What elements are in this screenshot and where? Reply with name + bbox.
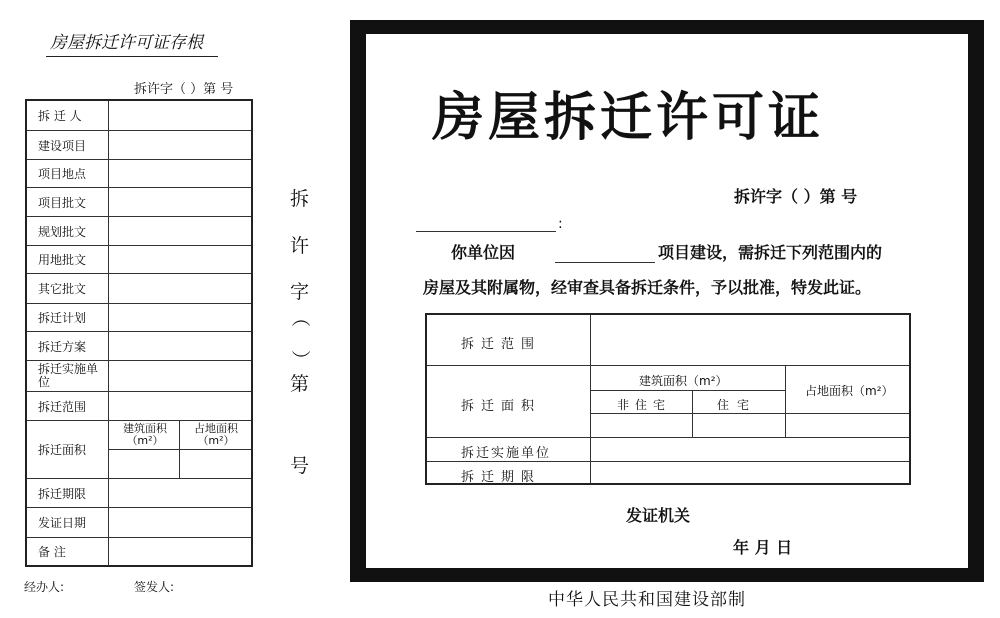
stub-row-label: 拆迁期限 xyxy=(27,479,109,507)
stub-row xyxy=(27,392,251,421)
serial-char: 第 xyxy=(290,373,310,395)
stub-title: 房屋拆迁许可证存根 xyxy=(50,33,203,53)
stub-signer-label: 签发人: xyxy=(134,580,175,594)
stub-title-underline xyxy=(46,56,218,57)
stub-row-label: 项目批文 xyxy=(27,188,109,216)
unit-label: 拆迁实施单位 xyxy=(461,446,552,461)
addressee-colon: : xyxy=(558,216,563,232)
table-divider xyxy=(590,315,591,483)
stub-row-label: 拆迁计划 xyxy=(27,304,109,331)
stub-row xyxy=(27,101,251,131)
stub-area-label: 拆迁面积 xyxy=(27,421,109,478)
building-area-header: 建筑面积（m²） xyxy=(639,374,728,388)
table-divider xyxy=(692,390,693,437)
table-divider xyxy=(427,437,909,438)
issuing-authority-label: 发证机关 xyxy=(626,506,691,525)
land-area-header: 占地面积（m²） xyxy=(805,384,894,398)
table-divider xyxy=(785,413,909,414)
stub-row xyxy=(27,332,251,361)
stub-row-label: 建设项目 xyxy=(27,131,109,159)
stub-building-area-header: 建筑面积（m²） xyxy=(123,422,167,448)
table-divider xyxy=(590,413,785,414)
serial-char: 号 xyxy=(290,455,310,477)
certificate-table xyxy=(425,313,911,485)
area-label: 拆迁面积 xyxy=(461,399,542,414)
stub-row-label: 拆迁实施单 位 xyxy=(27,361,109,391)
non-residential-header: 非住宅 xyxy=(617,398,672,412)
serial-paren-close: ） xyxy=(289,349,312,370)
stub-row-label: 项目地点 xyxy=(27,160,109,187)
stub-row xyxy=(27,304,251,332)
stub-table xyxy=(25,99,253,567)
stub-row-label: 备 注 xyxy=(27,538,109,565)
stub-row xyxy=(27,217,251,246)
scope-label: 拆迁范围 xyxy=(461,337,542,352)
stub-row-label: 发证日期 xyxy=(27,508,109,537)
stub-area-row xyxy=(27,421,251,479)
stub-row xyxy=(27,274,251,304)
maker-footer: 中华人民共和国建设部制 xyxy=(548,590,746,610)
body-text-part2: 项目建设，需拆迁下列范围内的 xyxy=(658,243,883,262)
stub-row-label: 拆 迁 人 xyxy=(27,101,109,130)
project-blank xyxy=(555,262,655,263)
stub-area-divider xyxy=(109,449,251,450)
table-divider xyxy=(427,461,909,462)
stub-row xyxy=(27,188,251,217)
serial-char: 许 xyxy=(290,235,310,257)
table-divider xyxy=(590,390,785,391)
stub-row xyxy=(27,479,251,508)
stub-number-line: 拆许字（ ）第 号 xyxy=(134,82,234,97)
stub-row-label: 拆迁方案 xyxy=(27,332,109,360)
serial-paren-open: （ xyxy=(289,307,312,328)
stub-row xyxy=(27,361,251,392)
stub-row xyxy=(27,160,251,188)
addressee-blank xyxy=(416,231,556,232)
stub-handler-label: 经办人: xyxy=(24,580,65,594)
stub-row xyxy=(27,246,251,274)
stub-row-label: 规划批文 xyxy=(27,217,109,245)
stub-row xyxy=(27,538,251,565)
stub-row xyxy=(27,131,251,160)
residential-header: 住宅 xyxy=(717,398,758,412)
body-text-line2: 房屋及其附属物，经审查具备拆迁条件，予以批准，特发此证。 xyxy=(423,278,872,297)
serial-char: 拆 xyxy=(290,188,310,210)
stub-area-divider xyxy=(179,421,180,478)
body-text-part1: 你单位因 xyxy=(451,243,516,262)
stub-row-label: 用地批文 xyxy=(27,246,109,273)
table-divider xyxy=(785,365,786,437)
table-divider xyxy=(427,365,909,366)
period-label: 拆迁期限 xyxy=(461,470,542,485)
stub-row-label: 拆迁范围 xyxy=(27,392,109,420)
certificate-number-line: 拆许字（ ）第 号 xyxy=(734,187,858,206)
stub-land-area-header: 占地面积（m²） xyxy=(194,422,238,448)
serial-char: 字 xyxy=(290,281,310,303)
certificate-title: 房屋拆迁许可证 xyxy=(432,87,825,148)
issue-date-line: 年 月 日 xyxy=(733,538,793,557)
stub-row xyxy=(27,508,251,538)
stub-row-label: 其它批文 xyxy=(27,274,109,303)
